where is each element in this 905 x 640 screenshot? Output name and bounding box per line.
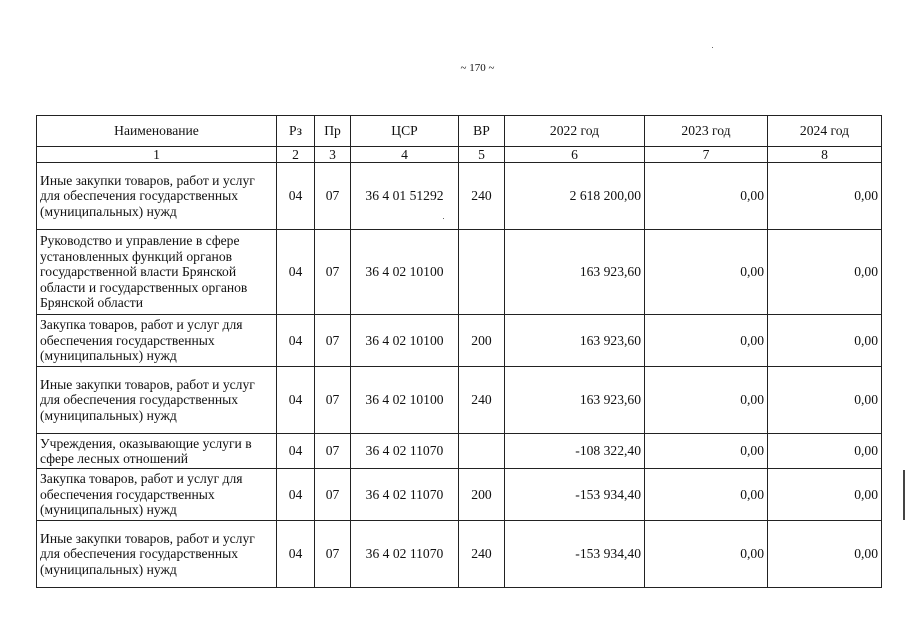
row-2024: 0,00: [768, 163, 882, 230]
row-rz: 04: [277, 230, 315, 315]
column-number: 4: [351, 147, 459, 163]
row-vr: 240: [459, 367, 505, 434]
header-pr: Пр: [315, 116, 351, 147]
row-vr: 200: [459, 469, 505, 521]
page-number: ~ 170 ~: [460, 62, 495, 74]
row-2023: 0,00: [645, 367, 768, 434]
row-pr: 07: [315, 230, 351, 315]
header-rz: Рз: [277, 116, 315, 147]
row-name: Учреждения, оказывающие услуги в сфере лесных отношений: [37, 434, 277, 469]
row-2022: 163 923,60: [505, 367, 645, 434]
scan-speck: [712, 47, 713, 48]
header-2022: 2022 год: [505, 116, 645, 147]
row-2023: 0,00: [645, 469, 768, 521]
header-vr: ВР: [459, 116, 505, 147]
table-row: [37, 315, 882, 367]
column-number: 7: [645, 147, 768, 163]
row-name: Иные закупки товаров, работ и услуг для обеспечения государственных (муниципальных) нужд: [37, 163, 277, 230]
row-name: Закупка товаров, работ и услуг для обеспечения государственных (муниципальных) нужд: [37, 315, 277, 367]
row-2024: 0,00: [768, 315, 882, 367]
row-2022: 163 923,60: [505, 230, 645, 315]
row-2024: 0,00: [768, 469, 882, 521]
row-pr: 07: [315, 521, 351, 588]
row-rz: 04: [277, 469, 315, 521]
row-rz: 04: [277, 367, 315, 434]
budget-table: [36, 115, 882, 588]
table-row: [37, 163, 882, 230]
row-vr: [459, 434, 505, 469]
table-row: [37, 230, 882, 315]
column-number: 1: [37, 147, 277, 163]
row-2023: 0,00: [645, 521, 768, 588]
column-number: 2: [277, 147, 315, 163]
row-csr: 36 4 02 10100: [351, 367, 459, 434]
row-rz: 04: [277, 163, 315, 230]
table-row: [37, 367, 882, 434]
row-2022: -153 934,40: [505, 521, 645, 588]
row-name: Закупка товаров, работ и услуг для обеспечения государственных (муниципальных) нужд: [37, 469, 277, 521]
row-pr: 07: [315, 367, 351, 434]
row-2023: 0,00: [645, 315, 768, 367]
row-csr: 36 4 02 10100: [351, 230, 459, 315]
header-2024: 2024 год: [768, 116, 882, 147]
row-2023: 0,00: [645, 230, 768, 315]
header-csr: ЦСР: [351, 116, 459, 147]
row-name: Иные закупки товаров, работ и услуг для обеспечения государственных (муниципальных) нужд: [37, 367, 277, 434]
row-vr: 240: [459, 521, 505, 588]
row-pr: 07: [315, 434, 351, 469]
row-csr: 36 4 02 11070: [351, 469, 459, 521]
row-2022: -108 322,40: [505, 434, 645, 469]
header-row: [37, 116, 882, 147]
row-2024: 0,00: [768, 367, 882, 434]
row-name: Руководство и управление в сфере установленных функций органов государственной власти Брянской области и государственных органов Брянской области: [37, 230, 277, 315]
row-2024: 0,00: [768, 434, 882, 469]
row-csr: 36 4 02 11070: [351, 434, 459, 469]
row-name: Иные закупки товаров, работ и услуг для обеспечения государственных (муниципальных) нужд: [37, 521, 277, 588]
row-csr: 36 4 01 51292: [351, 163, 459, 230]
row-rz: 04: [277, 434, 315, 469]
column-number: 6: [505, 147, 645, 163]
header-name: Наименование: [37, 116, 277, 147]
row-pr: 07: [315, 469, 351, 521]
row-2023: 0,00: [645, 434, 768, 469]
row-rz: 04: [277, 521, 315, 588]
row-2023: 0,00: [645, 163, 768, 230]
row-pr: 07: [315, 163, 351, 230]
table-row: [37, 521, 882, 588]
row-2022: 163 923,60: [505, 315, 645, 367]
row-csr: 36 4 02 10100: [351, 315, 459, 367]
column-number: 5: [459, 147, 505, 163]
column-number: 3: [315, 147, 351, 163]
row-2024: 0,00: [768, 230, 882, 315]
row-vr: 200: [459, 315, 505, 367]
column-number: 8: [768, 147, 882, 163]
row-2022: -153 934,40: [505, 469, 645, 521]
row-vr: [459, 230, 505, 315]
row-vr: 240: [459, 163, 505, 230]
row-rz: 04: [277, 315, 315, 367]
header-2023: 2023 год: [645, 116, 768, 147]
table-row: [37, 469, 882, 521]
row-2022: 2 618 200,00: [505, 163, 645, 230]
table-row: [37, 434, 882, 469]
row-pr: 07: [315, 315, 351, 367]
row-csr: 36 4 02 11070: [351, 521, 459, 588]
row-2024: 0,00: [768, 521, 882, 588]
scan-speck: [443, 218, 444, 219]
column-number-row: [37, 147, 882, 163]
